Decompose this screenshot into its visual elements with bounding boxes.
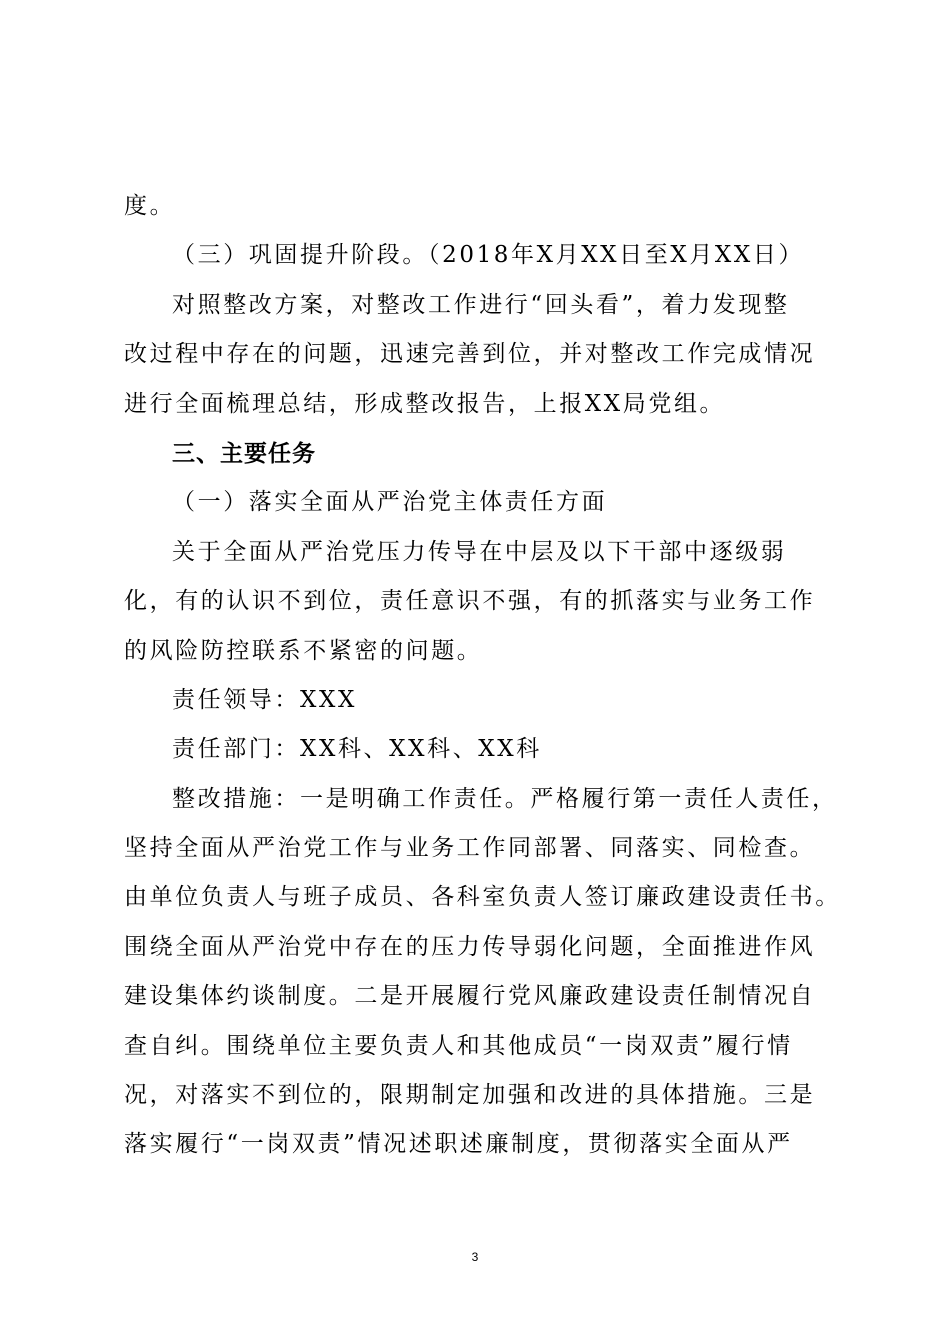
- body-text: [124, 182, 841, 1170]
- section-heading: （三）巩固提升阶段。（2018年X月XX日至X月XX日）: [172, 242, 805, 269]
- text-line: 改过程中存在的问题，迅速完善到位，并对整改工作完成情况: [124, 341, 816, 368]
- text-line: 进行全面梳理总结，形成整改报告，上报XX局党组。: [124, 390, 726, 417]
- text-line: 建设集体约谈制度。二是开展履行党风廉政建设责任制情况自: [124, 983, 816, 1010]
- section-heading: （一）落实全面从严治党主体责任方面: [172, 489, 608, 516]
- text-line: 况，对落实不到位的，限期制定加强和改进的具体措施。三是: [124, 1082, 816, 1109]
- responsible-leader: 责任领导：XXX: [172, 686, 357, 713]
- responsible-department: 责任部门：XX科、XX科、XX科: [172, 736, 542, 763]
- text-line: 落实履行“一岗双责”情况述职述廉制度，贯彻落实全面从严: [124, 1131, 793, 1158]
- text-line: 的风险防控联系不紧密的问题。: [124, 637, 483, 664]
- text-line: 围绕全面从严治党中存在的压力传导弱化问题，全面推进作风: [124, 933, 816, 960]
- text-line: 查自纠。围绕单位主要负责人和其他成员“一岗双责”履行情: [124, 1032, 793, 1059]
- text-line: 度。: [124, 193, 176, 219]
- text-line: 化，有的认识不到位，责任意识不强，有的抓落实与业务工作: [124, 588, 816, 615]
- text-line: 坚持全面从严治党工作与业务工作同部署、同落实、同检查。: [124, 835, 816, 862]
- text-line: 由单位负责人与班子成员、各科室负责人签订廉政建设责任书。: [124, 884, 841, 911]
- text-line: 关于全面从严治党压力传导在中层及以下干部中逐级弱: [172, 538, 787, 565]
- text-line: 对照整改方案，对整改工作进行“回头看”，着力发现整: [172, 291, 790, 318]
- page-number: 3: [471, 1250, 479, 1264]
- text-line: 整改措施：一是明确工作责任。严格履行第一责任人责任，: [172, 785, 838, 812]
- chapter-heading: 三、主要任务: [172, 439, 316, 467]
